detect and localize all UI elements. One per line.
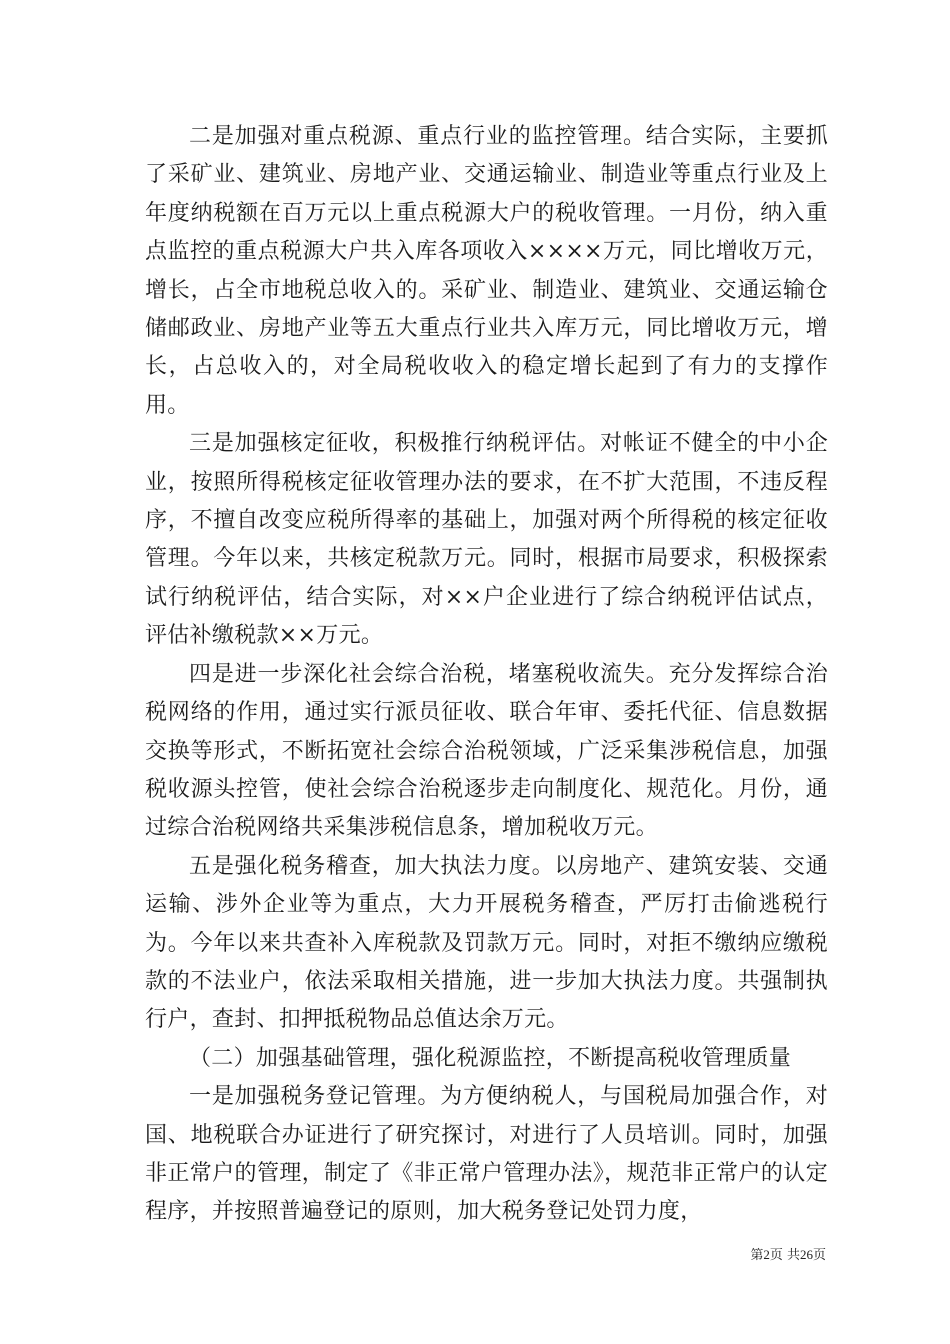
current-page-number: 2 <box>763 1247 770 1262</box>
footer-prefix: 第 <box>750 1248 764 1263</box>
footer-suffix: 页 <box>812 1248 826 1263</box>
footer-middle: 页 共 <box>769 1248 800 1263</box>
total-pages-number: 26 <box>799 1247 813 1262</box>
paragraph-tax-inspection: 五是强化税务稽查，加大执法力度。以房地产、建筑安装、交通运输、涉外企业等为重点，大力开展税务稽查，严厉打击偷逃税行为。今年以来共查补入库税款及罚款万元。同时，对拒不缴纳应缴税款的不法业户，依法采取相关措施，进一步加大执法力度。共强制执行户，查封、扣押抵税物品总值达余万元。 <box>145 853 828 1033</box>
document-body <box>145 118 828 1232</box>
paragraph-assessed-collection: 三是加强核定征收，积极推行纳税评估。对帐证不健全的中小企业，按照所得税核定征收管理办法的要求，在不扩大范围，不违反程序，不擅自改变应税所得率的基础上，加强对两个所得税的核定征收管理。今年以来，共核定税款万元。同时，根据市局要求，积极探索试行纳税评估，结合实际，对××户企业进行了综合纳税评估试点，评估补缴税款××万元。 <box>145 431 828 649</box>
paragraph-social-tax-governance: 四是进一步深化社会综合治税，堵塞税收流失。充分发挥综合治税网络的作用，通过实行派员征收、联合年审、委托代征、信息数据交换等形式，不断拓宽社会综合治税领域，广泛采集涉税信息，加强税收源头控管，使社会综合治税逐步走向制度化、规范化。月份，通过综合治税网络共采集涉税信息条，增加税收万元。 <box>145 661 828 841</box>
paragraph-key-tax-sources: 二是加强对重点税源、重点行业的监控管理。结合实际，主要抓了采矿业、建筑业、房地产业、交通运输业、制造业等重点行业及上年度纳税额在百万元以上重点税源大户的税收管理。一月份，纳入重点监控的重点税源大户共入库各项收入××××万元，同比增收万元，增长，占全市地税总收入的。采矿业、制造业、建筑业、交通运输仓储邮政业、房地产业等五大重点行业共入库万元，同比增收万元，增长，占总收入的，对全局税收收入的稳定增长起到了有力的支撑作用。 <box>145 124 828 418</box>
section-heading-basic-management: （二）加强基础管理，强化税源监控，不断提高税收管理质量 <box>189 1045 792 1071</box>
page-number-footer <box>0 1246 826 1265</box>
paragraph-tax-registration: 一是加强税务登记管理。为方便纳税人，与国税局加强合作，对国、地税联合办证进行了研究探讨，对进行了人员培训。同时，加强非正常户的管理，制定了《非正常户管理办法》，规范非正常户的认定程序，并按照普遍登记的原则，加大税务登记处罚力度， <box>145 1084 828 1225</box>
